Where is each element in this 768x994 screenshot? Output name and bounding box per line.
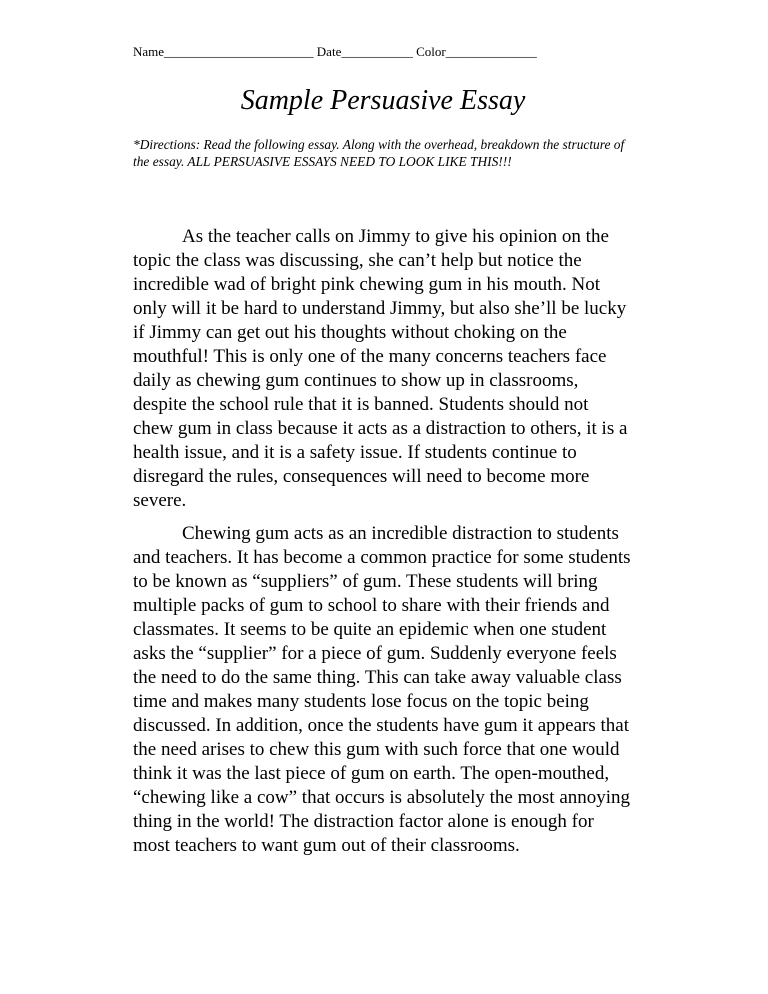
name-label: Name (133, 44, 165, 59)
color-label: Color (416, 44, 446, 59)
essay-paragraph-body-1: Chewing gum acts as an incredible distraction to students and teachers. It has become a common practice for some students to be known as “suppliers” of gum. These students will bring multiple packs of gum to school to share with their friends and classmates. It seems to be quite an epidemic when one student asks the “supplier” for a piece of gum. Suddenly everyone feels the need to do the same thing. This can take away valuable class time and makes many students lose focus on the topic being discussed. In addition, once the students have gum it appears that the need arises to chew this gum with such force that one would think it was the last piece of gum on earth. The open-mouthed, “chewing like a cow” that occurs is absolutely the most annoying thing in the world! The distraction factor alone is enough for most teachers to want gum out of their classrooms. (133, 523, 631, 856)
date-label: Date (316, 44, 342, 59)
date-blank: ___________ (341, 44, 413, 59)
student-info-header (133, 44, 633, 60)
color-blank: ______________ (445, 44, 537, 59)
page-title: Sample Persuasive Essay (240, 85, 526, 116)
essay-paragraph-intro: As the teacher calls on Jimmy to give his opinion on the topic the class was discussing, she can’t help but notice the incredible wad of bright pink chewing gum in his mouth. Not only will it be hard to understand Jimmy, but also she’ll be lucky if Jimmy can get out his thoughts without choking on the mouthful! This is only one of the many concerns teachers face daily as chewing gum continues to show up in classrooms, despite the school rule that it is banned. Students should not chew gum in class because it acts as a distraction to others, it is a health issue, and it is a safety issue. If students continue to disregard the rules, consequences will need to become more severe. (133, 226, 628, 511)
directions-text: *Directions: Read the following essay. Along with the overhead, breakdown the structure of the essay. ALL PERSUASIVE ESSAYS NEED TO LOOK LIKE THIS!!! (133, 137, 625, 169)
name-blank: _______________________ (164, 44, 314, 59)
